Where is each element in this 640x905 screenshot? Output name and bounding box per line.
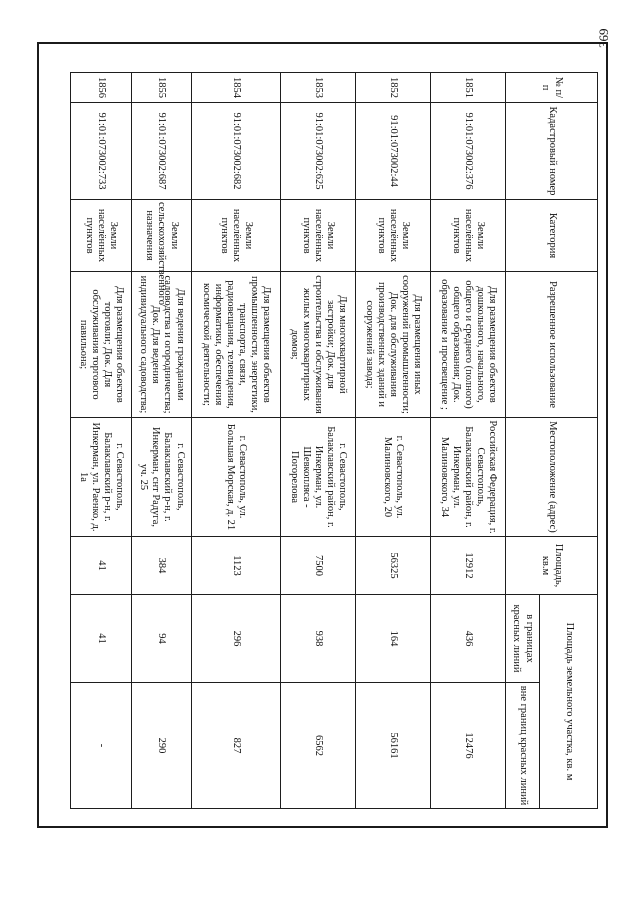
header-location: Местоположение (адрес) xyxy=(506,418,598,537)
cell-category: Земли населённых пунктов xyxy=(281,200,356,272)
cell-outside: 56161 xyxy=(356,683,431,809)
cell-num: 1854 xyxy=(192,73,281,103)
cell-location: г. Севастополь, Балаклавский р-н, г. Инкерман, ул. Раенко, д. 1а xyxy=(71,418,132,537)
cell-num: 1851 xyxy=(431,73,506,103)
cell-cadastral: 91:01:073002:687 xyxy=(131,103,192,200)
cell-category: Земли населённых пунктов xyxy=(356,200,431,272)
cell-area: 56325 xyxy=(356,537,431,595)
cell-num: 1855 xyxy=(131,73,192,103)
cell-outside: 12476 xyxy=(431,683,506,809)
cell-num: 1853 xyxy=(281,73,356,103)
cell-location: Российская Федерация, г. Севастополь, Балаклавский район, г. Инкерман, ул. Малиновского, 34 xyxy=(431,418,506,537)
table-row xyxy=(356,73,431,809)
cell-use: Для размещения объектов промышленности, энергетики, транспорта, связи, радиовещания, телевидения, информатики, обеспечения космической деятельности; xyxy=(192,272,281,418)
cell-cadastral: 91:01:073002:376 xyxy=(431,103,506,200)
cell-area: 12912 xyxy=(431,537,506,595)
cell-inside: 938 xyxy=(281,595,356,683)
cell-outside: 6562 xyxy=(281,683,356,809)
header-cadastral: Кадастровый номер xyxy=(506,103,598,200)
cell-inside: 436 xyxy=(431,595,506,683)
cell-cadastral: 91:01:073002:682 xyxy=(192,103,281,200)
cell-area: 41 xyxy=(71,537,132,595)
cell-area: 1123 xyxy=(192,537,281,595)
cell-location: г. Севастополь, ул. Малиновского, 20 xyxy=(356,418,431,537)
table-row xyxy=(431,73,506,809)
cell-use: Для многоквартирной застройки; Док. для строительства и обслуживания жилых многоквартирных домов; xyxy=(281,272,356,418)
cell-inside: 41 xyxy=(71,595,132,683)
cell-location: г. Севастополь, Балаклавский р-н, г. Инкерман, снт Радуга, уч. 25 xyxy=(131,418,192,537)
cell-num: 1852 xyxy=(356,73,431,103)
page-number: 369 xyxy=(596,28,611,48)
cell-use: Для размещения объектов торговли; Док. Для обслуживания торгового павильона; xyxy=(71,272,132,418)
cell-area: 384 xyxy=(131,537,192,595)
header-num: № п/п xyxy=(506,73,598,103)
cell-outside: 290 xyxy=(131,683,192,809)
cell-category: Земли населённых пунктов xyxy=(192,200,281,272)
cell-inside: 94 xyxy=(131,595,192,683)
cell-num: 1856 xyxy=(71,73,132,103)
cell-cadastral: 91:01:073002:625 xyxy=(281,103,356,200)
cell-area: 7500 xyxy=(281,537,356,595)
header-outside: вне границ красных линий xyxy=(506,683,540,809)
header-use: Разрешенное использование xyxy=(506,272,598,418)
cell-category: Земли населённых пунктов xyxy=(71,200,132,272)
cell-inside: 296 xyxy=(192,595,281,683)
cell-use: Для размещения иных сооружений промышленности; Док. для обслуживания производственных зданий и сооружений завода; xyxy=(356,272,431,418)
cell-outside: - xyxy=(71,683,132,809)
header-area: Площадь, кв.м xyxy=(506,537,598,595)
table-row xyxy=(131,73,192,809)
table-row xyxy=(281,73,356,809)
header-category: Категория xyxy=(506,200,598,272)
cell-location: г. Севастополь, ул. Большая Морская, д. 21 xyxy=(192,418,281,537)
cell-cadastral: 91:01:073002:44 xyxy=(356,103,431,200)
cell-inside: 164 xyxy=(356,595,431,683)
cell-cadastral: 91:01:073002:733 xyxy=(71,103,132,200)
header-inside: в границах красных линий xyxy=(506,595,540,683)
cell-use: Для размещения объектов дошкольного, начального, общего и среднего (полного) общего образования; Док. образование и просвещение ; xyxy=(431,272,506,418)
table-row xyxy=(71,73,132,809)
cell-category: Земли населённых пунктов xyxy=(431,200,506,272)
cell-use: Для ведения гражданами садоводства и огородничества; Док. Для ведения индивидуального садоводства; xyxy=(131,272,192,418)
header-plot-area: Площадь земельного участка, кв. м xyxy=(540,595,598,809)
cell-location: г. Севастополь, Балаклавский район, г. Инкерман, ул. Шевкопляса - Погорелова xyxy=(281,418,356,537)
land-plots-table-wrapper xyxy=(70,72,598,808)
cell-category: Земли сельскохозяйственного назначения xyxy=(131,200,192,272)
table-row xyxy=(192,73,281,809)
cell-outside: 827 xyxy=(192,683,281,809)
land-plots-table xyxy=(70,72,598,809)
